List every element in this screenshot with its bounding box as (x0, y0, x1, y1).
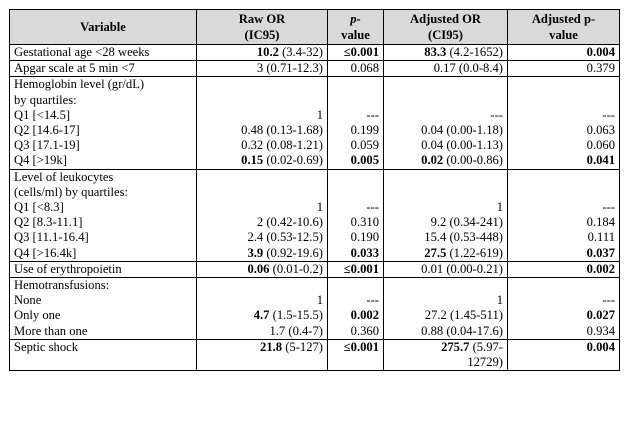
cell-text: Hemotransfusions: (14, 278, 110, 293)
table-row (10, 261, 620, 277)
adjusted-or-cell (384, 185, 508, 200)
cell-text: 275.7 (441, 339, 470, 354)
raw-or-cell (197, 339, 328, 355)
variable-cell (10, 293, 197, 308)
cell-text: 0.15 (241, 153, 264, 168)
adjusted-p-cell (508, 246, 620, 262)
cell-text: 27.2 (1.45-511) (424, 308, 503, 323)
adjusted-or-cell (384, 61, 508, 77)
cell-text: 0.04 (0.00-1.13) (421, 138, 503, 153)
adjusted-p-cell (508, 93, 620, 108)
adjusted-or-cell (384, 45, 508, 61)
p-value-cell (328, 169, 384, 185)
p-value-cell (328, 324, 384, 340)
adjusted-p-cell (508, 61, 620, 77)
adjusted-or-cell (384, 153, 508, 169)
p-value-cell (328, 246, 384, 262)
raw-or-cell (197, 61, 328, 77)
cell-text: Q4 [>19k] (14, 153, 67, 168)
variable-cell (10, 185, 197, 200)
adjusted-or-cell (384, 108, 508, 123)
adjusted-or-cell (384, 308, 508, 323)
variable-cell (10, 200, 197, 215)
p-value-cell (328, 108, 384, 123)
cell-text: 0.01 (0.00-0.21) (421, 261, 503, 276)
cell-text: 0.04 (0.00-1.18) (421, 123, 503, 138)
adjusted-or-cell (384, 339, 508, 355)
cell-text: Gestational age <28 weeks (14, 45, 150, 59)
table-row (10, 324, 620, 340)
table-row (10, 200, 620, 215)
raw-or-cell (197, 293, 328, 308)
variable-cell (10, 123, 197, 138)
raw-or-cell (197, 278, 328, 294)
cell-text: Q4 [>16.4k] (14, 245, 77, 260)
cell-text: 0.033 (350, 245, 379, 260)
table-row (10, 246, 620, 262)
cell-text: 0.004 (586, 45, 615, 59)
table-row (10, 108, 620, 123)
adjusted-or-cell (384, 169, 508, 185)
cell-text: 0.379 (586, 61, 615, 76)
table-row (10, 308, 620, 323)
variable-cell (10, 215, 197, 230)
cell-text: Apgar scale at 5 min <7 (14, 61, 135, 76)
raw-or-cell (197, 215, 328, 230)
cell-text: 1 (316, 293, 323, 308)
cell-text: (0.02-0.69) (263, 153, 323, 168)
p-value-cell (328, 308, 384, 323)
raw-or-cell (197, 138, 328, 153)
adjusted-p-cell (508, 293, 620, 308)
cell-text: 3 (0.71-12.3) (256, 61, 323, 76)
cell-text: 83.3 (424, 45, 447, 59)
adjusted-or-cell (384, 77, 508, 93)
p-value-cell (328, 93, 384, 108)
cell-text: 0.002 (350, 308, 379, 323)
variable-cell (10, 308, 197, 323)
header-p-value: p- value (328, 10, 384, 45)
variable-cell (10, 61, 197, 77)
cell-text: 3.9 (247, 245, 264, 260)
variable-cell (10, 339, 197, 355)
cell-text: --- (366, 293, 379, 308)
raw-or-cell (197, 45, 328, 61)
cell-text: (0.01-0.2) (269, 261, 323, 276)
raw-or-cell (197, 324, 328, 340)
cell-text: 1 (316, 200, 323, 215)
cell-text: 0.005 (350, 153, 379, 168)
variable-cell (10, 246, 197, 262)
cell-text: Septic shock (14, 339, 79, 354)
cell-text: 1 (496, 293, 503, 308)
adjusted-or-cell (384, 278, 508, 294)
cell-text: 4.7 (253, 308, 270, 323)
p-value-cell (328, 77, 384, 93)
cell-text: Q2 [14.6-17] (14, 123, 80, 138)
cell-text: Hemoglobin level (gr/dL) (14, 77, 145, 92)
adjusted-p-cell (508, 200, 620, 215)
cell-text: 0.17 (0.0-8.4) (433, 61, 503, 76)
adjusted-or-cell (384, 246, 508, 262)
cell-text: 2 (0.42-10.6) (256, 215, 323, 230)
adjusted-or-cell (384, 138, 508, 153)
cell-text: 0.48 (0.13-1.68) (241, 123, 323, 138)
cell-text: ≤0.001 (343, 261, 379, 276)
adjusted-p-cell (508, 339, 620, 355)
cell-text: 1 (496, 200, 503, 215)
adjusted-p-cell (508, 108, 620, 123)
cell-text: 15.4 (0.53-448) (424, 230, 503, 245)
p-value-cell (328, 230, 384, 245)
p-value-cell (328, 138, 384, 153)
raw-or-cell (197, 93, 328, 108)
cell-text: 0.037 (586, 245, 615, 260)
p-value-cell (328, 261, 384, 277)
variable-cell (10, 153, 197, 169)
cell-text: 0.934 (586, 323, 615, 338)
cell-text: 0.06 (247, 261, 270, 276)
raw-or-cell (197, 230, 328, 245)
raw-or-cell (197, 308, 328, 323)
adjusted-p-cell (508, 45, 620, 61)
header-adjusted-or: Adjusted OR (CI95) (384, 10, 508, 45)
table-row (10, 93, 620, 108)
cell-text: (5-127) (282, 339, 323, 354)
table-row (10, 169, 620, 185)
adjusted-or-cell (384, 324, 508, 340)
p-value-cell (328, 153, 384, 169)
table-row (10, 185, 620, 200)
cell-text: Use of erythropoietin (14, 261, 122, 276)
raw-or-cell (197, 246, 328, 262)
header-variable: Variable (10, 10, 197, 45)
cell-text: 0.184 (586, 215, 615, 230)
adjusted-or-cell (384, 123, 508, 138)
cell-text: (0.92-19.6) (263, 245, 323, 260)
cell-text: 0.111 (587, 230, 615, 245)
table-row (10, 138, 620, 153)
cell-text: Q3 [11.1-16.4] (14, 230, 89, 245)
variable-cell (10, 230, 197, 245)
table-row (10, 61, 620, 77)
table-row (10, 355, 620, 371)
variable-cell (10, 93, 197, 108)
adjusted-p-cell (508, 261, 620, 277)
cell-text: 0.190 (350, 230, 379, 245)
cell-text: by quartiles: (14, 92, 77, 107)
header-adjusted-p-value: Adjusted p- value (508, 10, 620, 45)
adjusted-p-cell (508, 355, 620, 371)
cell-text: (3.4-32) (278, 45, 323, 59)
cell-text: --- (366, 200, 379, 215)
adjusted-or-cell (384, 261, 508, 277)
adjusted-p-cell (508, 123, 620, 138)
p-value-cell (328, 355, 384, 371)
cell-text: 9.2 (0.34-241) (430, 215, 503, 230)
cell-text: 12729) (467, 355, 503, 370)
adjusted-p-cell (508, 308, 620, 323)
cell-text: 0.063 (586, 123, 615, 138)
header-row (10, 10, 620, 45)
raw-or-cell (197, 355, 328, 371)
adjusted-or-cell (384, 355, 508, 371)
adjusted-p-cell (508, 77, 620, 93)
cell-text: (0.00-0.86) (443, 153, 503, 168)
cell-text: (1.5-15.5) (269, 308, 323, 323)
p-value-cell (328, 339, 384, 355)
cell-text: (1.22-619) (446, 245, 503, 260)
adjusted-p-cell (508, 324, 620, 340)
raw-or-cell (197, 169, 328, 185)
cell-text: 0.310 (350, 215, 379, 230)
variable-cell (10, 355, 197, 371)
variable-cell (10, 169, 197, 185)
p-value-cell (328, 45, 384, 61)
cell-text: --- (366, 107, 379, 122)
adjusted-p-cell (508, 230, 620, 245)
table-row (10, 153, 620, 169)
adjusted-or-cell (384, 93, 508, 108)
raw-or-cell (197, 77, 328, 93)
cell-text: 0.360 (350, 323, 379, 338)
cell-text: --- (490, 107, 503, 122)
cell-text: 0.88 (0.04-17.6) (421, 323, 503, 338)
table-row (10, 293, 620, 308)
p-value-cell (328, 123, 384, 138)
cell-text: --- (602, 200, 615, 215)
table-row (10, 45, 620, 61)
cell-text: 1 (316, 107, 323, 122)
adjusted-or-cell (384, 200, 508, 215)
cell-text: 0.199 (350, 123, 379, 138)
adjusted-or-cell (384, 215, 508, 230)
variable-cell (10, 77, 197, 93)
cell-text: (4.2-1652) (446, 45, 503, 59)
p-value-cell (328, 278, 384, 294)
cell-text: (cells/ml) by quartiles: (14, 184, 129, 199)
cell-text: Only one (14, 308, 61, 323)
cell-text: 2.4 (0.53-12.5) (247, 230, 323, 245)
cell-text: --- (602, 293, 615, 308)
cell-text: 0.32 (0.08-1.21) (241, 138, 323, 153)
cell-text: Q2 [8.3-11.1] (14, 215, 83, 230)
p-value-cell (328, 215, 384, 230)
variable-cell (10, 138, 197, 153)
cell-text: Q1 [<8.3] (14, 200, 64, 215)
variable-cell (10, 278, 197, 294)
adjusted-p-cell (508, 153, 620, 169)
cell-text: 27.5 (424, 245, 447, 260)
table-row (10, 215, 620, 230)
cell-text: 0.068 (350, 61, 379, 76)
raw-or-cell (197, 261, 328, 277)
cell-text: 0.002 (586, 261, 615, 276)
cell-text: Q3 [17.1-19] (14, 138, 80, 153)
p-value-cell (328, 293, 384, 308)
cell-text: --- (602, 107, 615, 122)
cell-text: 0.02 (421, 153, 444, 168)
variable-cell (10, 45, 197, 61)
cell-text: 0.059 (350, 138, 379, 153)
cell-text: (5.97- (469, 339, 503, 354)
table-row (10, 77, 620, 93)
raw-or-cell (197, 153, 328, 169)
header-raw-or: Raw OR (IC95) (197, 10, 328, 45)
table-row (10, 123, 620, 138)
adjusted-p-cell (508, 138, 620, 153)
cell-text: 0.041 (586, 153, 615, 168)
odds-ratio-table (9, 9, 620, 371)
p-value-cell (328, 61, 384, 77)
table-row (10, 339, 620, 355)
adjusted-p-cell (508, 185, 620, 200)
p-value-cell (328, 185, 384, 200)
cell-text: Q1 [<14.5] (14, 107, 71, 122)
cell-text: 21.8 (260, 339, 283, 354)
adjusted-p-cell (508, 215, 620, 230)
table-row (10, 278, 620, 294)
cell-text: None (14, 293, 42, 308)
adjusted-p-cell (508, 278, 620, 294)
raw-or-cell (197, 200, 328, 215)
raw-or-cell (197, 123, 328, 138)
variable-cell (10, 324, 197, 340)
cell-text: ≤0.001 (343, 339, 379, 354)
cell-text: 0.004 (586, 339, 615, 354)
cell-text: 0.027 (586, 308, 615, 323)
adjusted-p-cell (508, 169, 620, 185)
variable-cell (10, 261, 197, 277)
cell-text: Level of leukocytes (14, 169, 114, 184)
cell-text: 1.7 (0.4-7) (269, 323, 323, 338)
table-row (10, 230, 620, 245)
adjusted-or-cell (384, 293, 508, 308)
p-value-cell (328, 200, 384, 215)
adjusted-or-cell (384, 230, 508, 245)
cell-text: More than one (14, 323, 88, 338)
cell-text: 10.2 (256, 45, 279, 59)
raw-or-cell (197, 185, 328, 200)
variable-cell (10, 108, 197, 123)
cell-text: ≤0.001 (343, 45, 379, 59)
raw-or-cell (197, 108, 328, 123)
cell-text: 0.060 (586, 138, 615, 153)
